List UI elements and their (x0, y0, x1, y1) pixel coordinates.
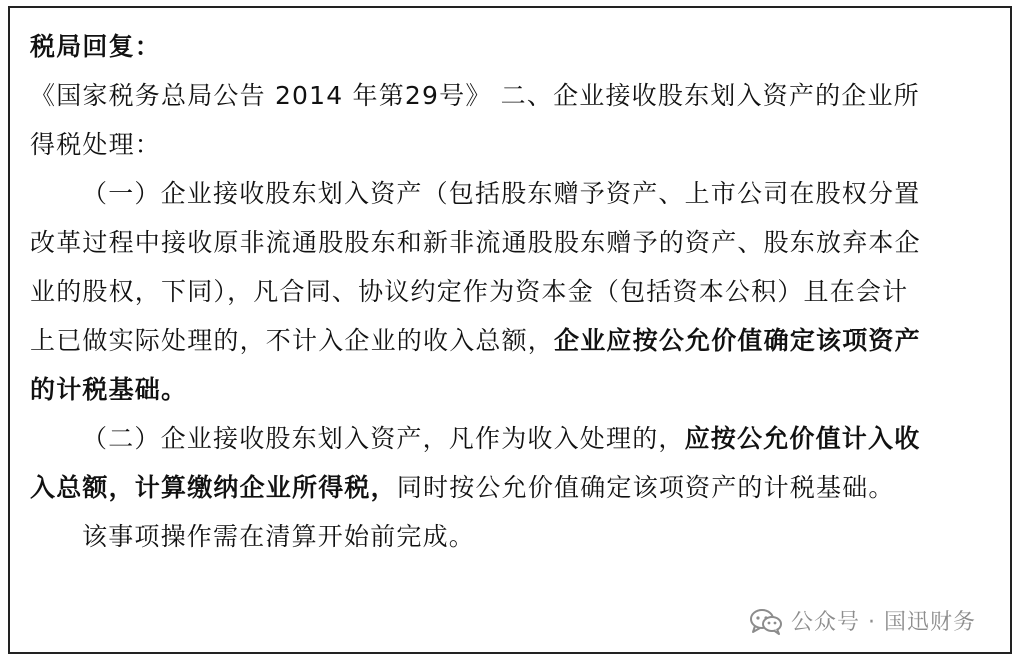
text-line (30, 414, 1010, 463)
document-body (30, 22, 1010, 561)
text-line (30, 120, 1010, 169)
watermark-text: 公众号 · 国迅财务 (791, 610, 976, 635)
text-line (30, 316, 1010, 365)
text-segment: （一）企业接收股东划入资产（包括股东赠予资产、上市公司在股权分置 (82, 179, 921, 208)
bold-text-segment: 入总额，计算缴纳企业所得税， (30, 473, 397, 502)
text-segment: 改革过程中接收原非流通股股东和新非流通股股东赠予的资产、股东放弃本企 (30, 228, 921, 257)
bold-text-segment: 企业应按公允价值确定该项资产 (554, 326, 921, 355)
text-segment: 《国家税务总局公告 2014 年第29号》 二、企业接收股东划入资产的企业所 (30, 81, 920, 110)
text-segment: 得税处理： (30, 130, 162, 159)
text-line (30, 365, 1010, 414)
bold-text-segment: 应按公允价值计入收 (684, 424, 921, 453)
watermark (749, 605, 976, 636)
text-line (30, 169, 1010, 218)
text-line (30, 512, 1010, 561)
text-line (30, 267, 1010, 316)
text-segment: （二）企业接收股东划入资产，凡作为收入处理的， (82, 424, 685, 453)
text-segment: 业的股权，下同），凡合同、协议约定作为资本金（包括资本公积）且在会计 (30, 277, 909, 306)
text-segment: 上已做实际处理的，不计入企业的收入总额， (30, 326, 555, 355)
wechat-icon (749, 607, 783, 635)
bold-text-segment: 的计税基础。 (30, 375, 188, 404)
reply-title: 税局回复： (30, 32, 162, 61)
text-segment: 同时按公允价值确定该项资产的计税基础。 (396, 473, 895, 502)
text-line (30, 71, 1010, 120)
text-line (30, 463, 1010, 512)
text-segment: 该事项操作需在清算开始前完成。 (82, 522, 476, 551)
document-frame (8, 6, 1012, 654)
text-line (30, 218, 1010, 267)
